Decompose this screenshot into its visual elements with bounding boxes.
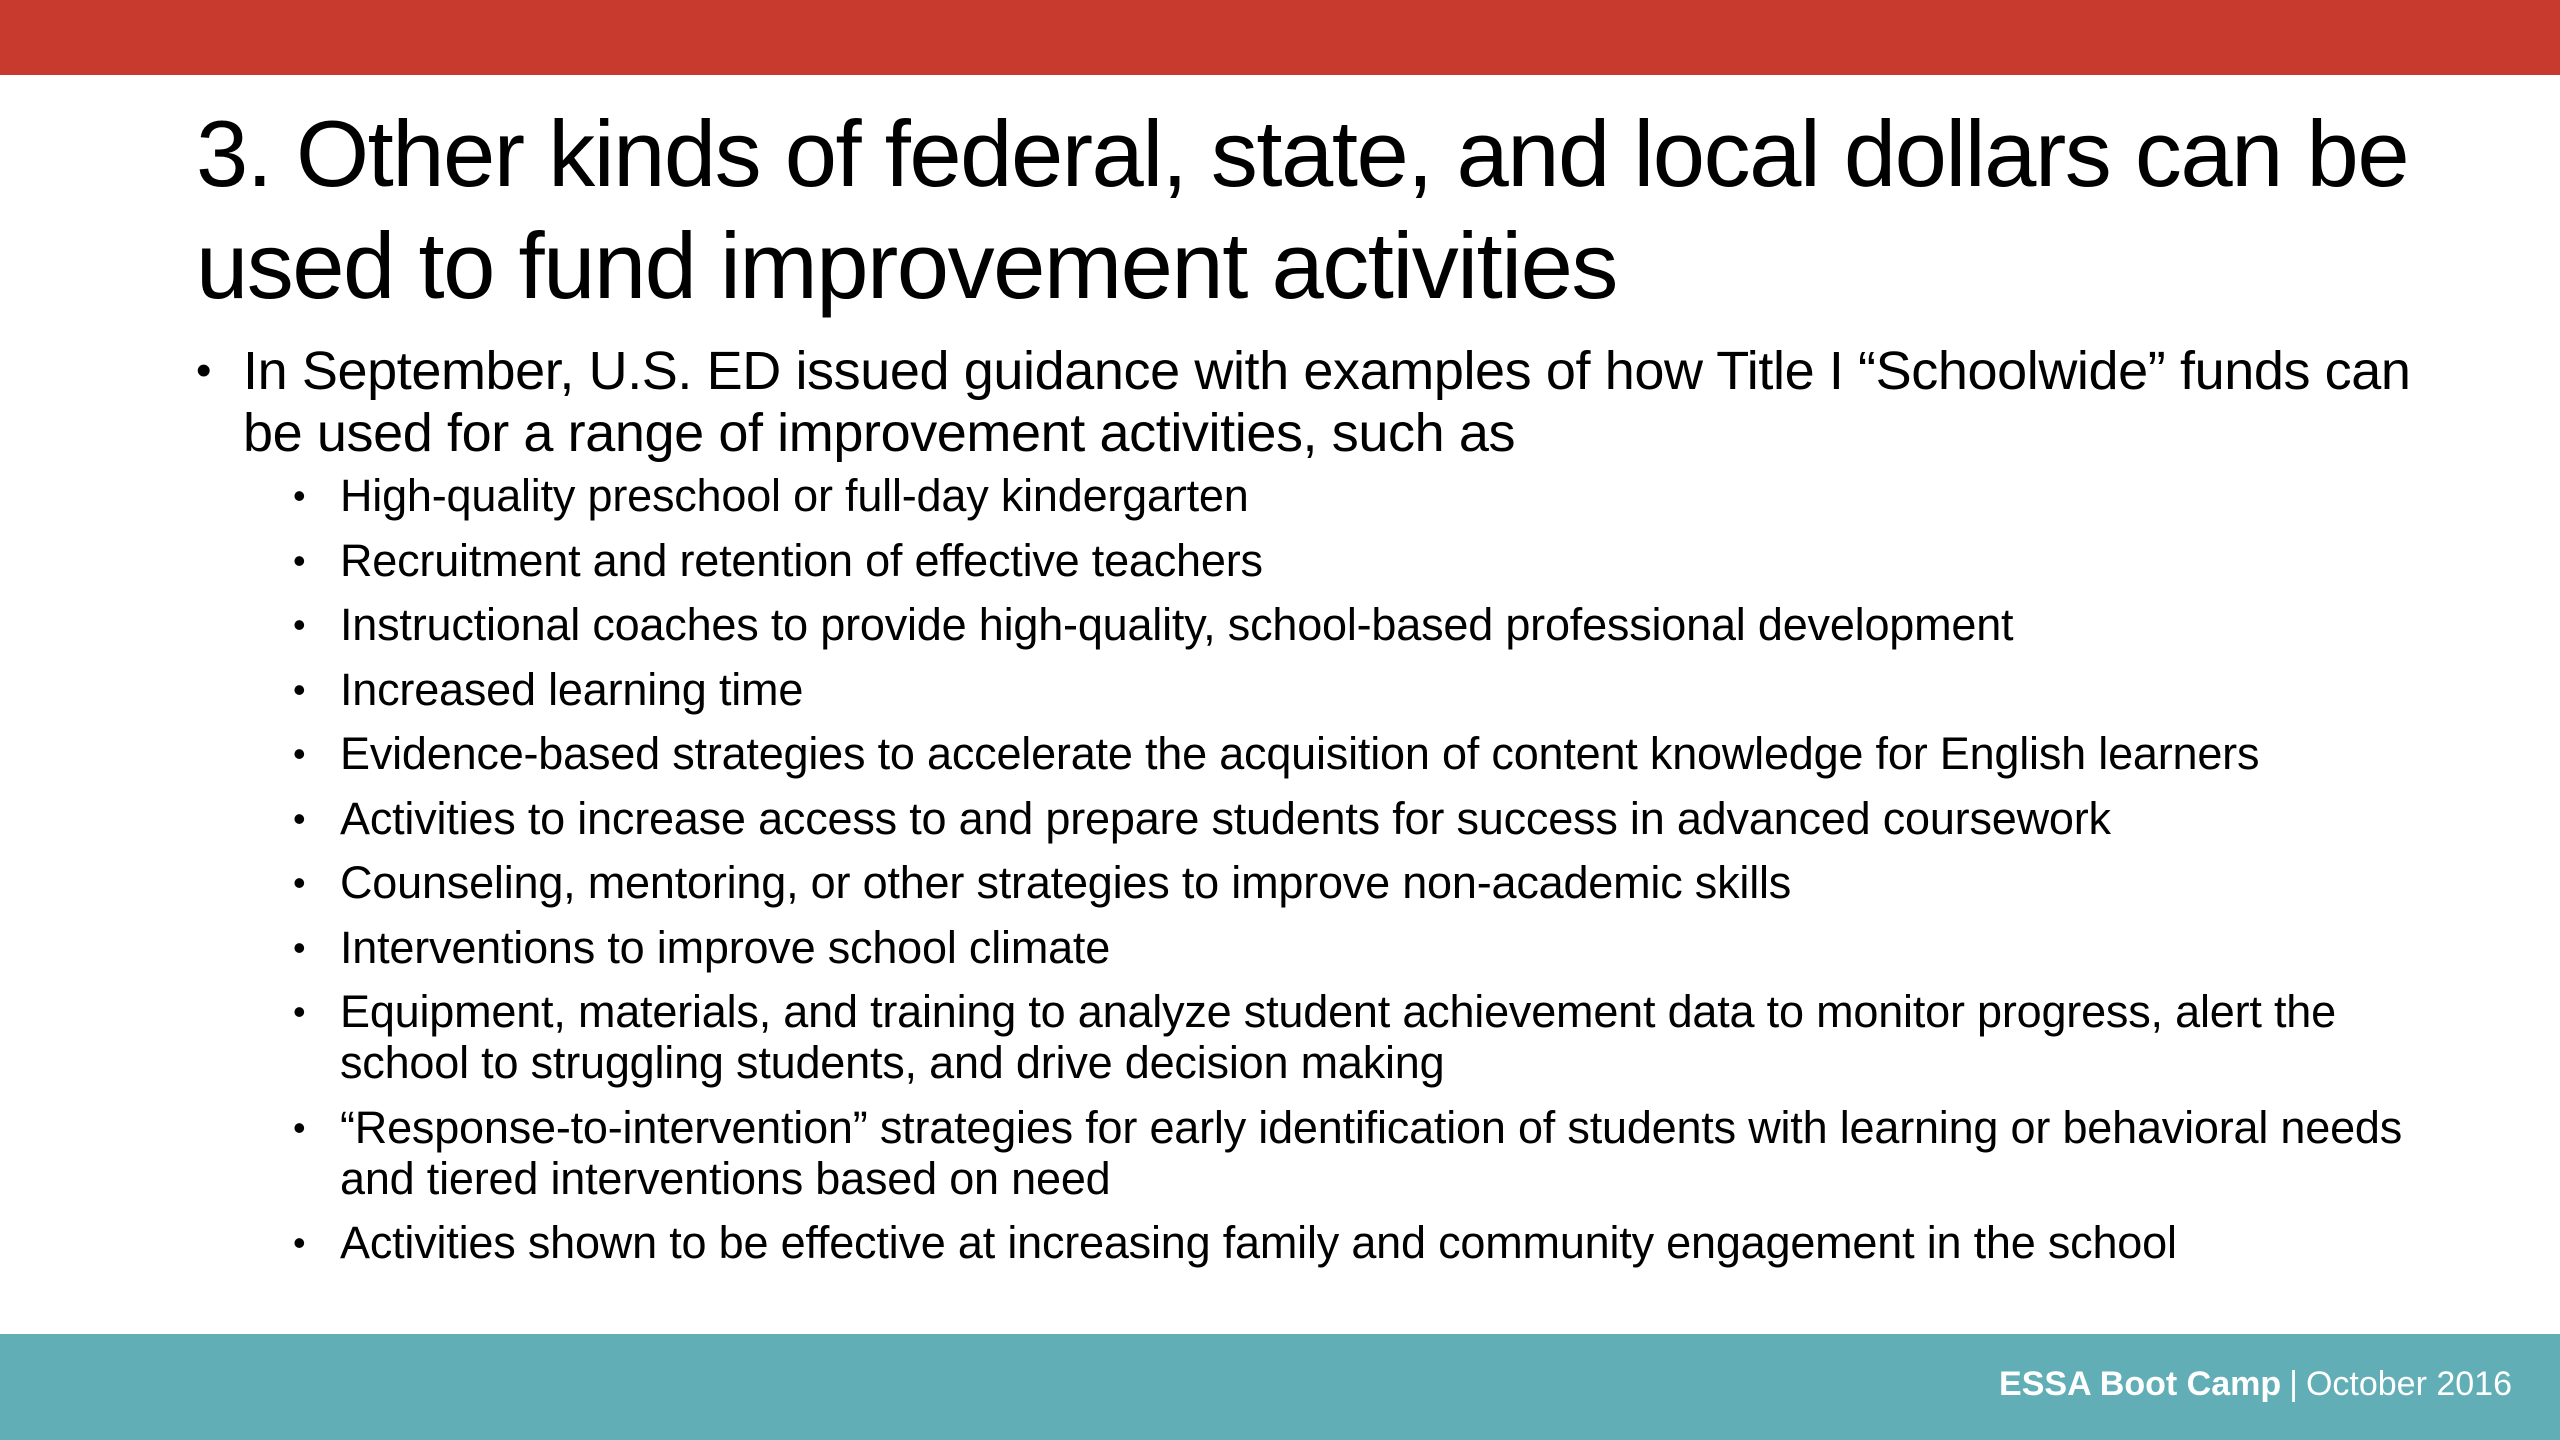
sub-bullet: [293, 857, 2456, 908]
intro-bullet: [196, 340, 2456, 1268]
sub-bullet-text: Activities to increase access to and prepare students for success in advanced coursework: [340, 792, 2111, 844]
bullet-marker: •: [293, 926, 306, 968]
bullet-marker: •: [293, 604, 306, 645]
intro-bullet-text: In September, U.S. ED issued guidance with examples of how Title I “Schoolwide” funds can be used for a range of improvement activities, such as: [243, 341, 2411, 463]
sub-bullet: [293, 1102, 2456, 1204]
sub-bullet-text: Equipment, materials, and training to analyze student achievement data to monitor progress, alert the school to struggling students, and drive decision making: [340, 986, 2336, 1088]
bullet-marker: •: [293, 1106, 306, 1148]
sub-bullet-text: Interventions to improve school climate: [340, 921, 1111, 973]
sub-bullet: [293, 535, 2456, 586]
slide-title: 3. Other kinds of federal, state, and local dollars can be used to fund improvement activities: [196, 101, 2409, 318]
sub-bullet-list: [243, 470, 2456, 1268]
footer-brand: ESSA Boot Camp: [1999, 1365, 2282, 1403]
bullet-marker: •: [293, 475, 306, 516]
bullet-marker: •: [293, 539, 306, 581]
sub-bullet: [293, 1217, 2456, 1268]
sub-bullet-text: Recruitment and retention of effective teachers: [340, 534, 1263, 586]
bullet-marker: •: [293, 797, 306, 839]
bullet-marker: •: [293, 1222, 306, 1263]
bullet-marker: •: [293, 991, 306, 1032]
bullet-marker: •: [196, 346, 212, 395]
sub-bullet: [293, 922, 2456, 973]
bullet-marker: •: [293, 862, 306, 903]
sub-bullet: [293, 728, 2456, 779]
sub-bullet: [293, 599, 2456, 650]
sub-bullet: [293, 664, 2456, 715]
sub-bullet-text: High-quality preschool or full-day kindergarten: [340, 470, 1249, 521]
footer-separator: |: [2289, 1365, 2298, 1403]
sub-bullet-text: Activities shown to be effective at increasing family and community engagement in the school: [340, 1217, 2177, 1268]
sub-bullet-text: Counseling, mentoring, or other strategies to improve non-academic skills: [340, 857, 1792, 908]
footer-label: [1999, 1360, 2512, 1408]
sub-bullet-text: “Response-to-intervention” strategies for early identification of students with learning or behavioral needs and tiered interventions based on need: [340, 1101, 2403, 1204]
sub-bullet-text: Instructional coaches to provide high-quality, school-based professional development: [340, 599, 2014, 650]
sub-bullet: [293, 986, 2456, 1088]
top-accent-bar: [0, 0, 2560, 75]
sub-bullet-text: Increased learning time: [340, 663, 804, 715]
sub-bullet-text: Evidence-based strategies to accelerate the acquisition of content knowledge for English learners: [340, 728, 2260, 779]
bullet-marker: •: [293, 668, 306, 710]
bullet-list: [196, 340, 2456, 1282]
sub-bullet: [293, 793, 2456, 844]
bullet-marker: •: [293, 733, 306, 774]
footer-date: October 2016: [2305, 1365, 2512, 1403]
sub-bullet: [293, 470, 2456, 521]
